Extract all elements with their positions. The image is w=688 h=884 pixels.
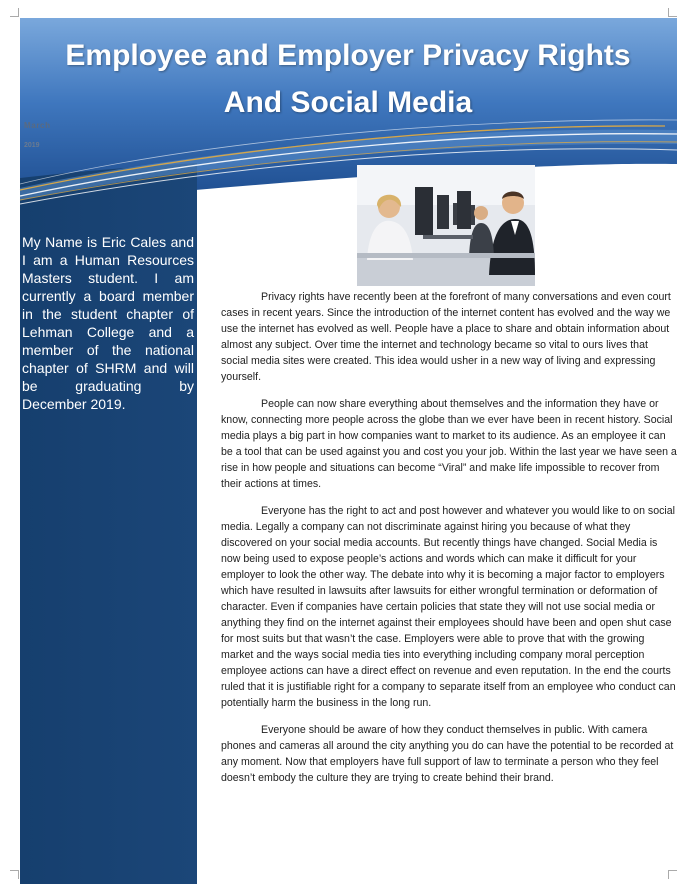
article-paragraph: Everyone has the right to act and post however and whatever you would like to on social media. Legally a company can not discriminate against hiring you because of what they discovered on your social media accounts. But recently things have changed. Social Media is now being used to expose people’s actions and words which can make it difficult for your employer to look the other way. The debate into why it is becoming a major factor to employers which have resulted in lawsuits after lawsuits for either wrongful termination or deformation of character. Even if companies have certain policies that state they will not use social media or anything they find on the internet against their employees should have been and open shut case for most suits but that wasn’t the case. Employers were able to prove that with the growing market and the ways social media ties into everything including company moral perception employee actions can have a direct effect on revenue and even reputation. In the end the courts ruled that it is justifiable right for a company to separate itself from an employee who conduct can potentially harm the business in the long run. [221,505,676,709]
title-line-1: Employee and Employer Privacy Rights [65,39,631,72]
article-body [221,289,677,797]
article-paragraph: People can now share everything about themselves and the information they have or know, connecting more people across the globe than we ever have been in recent history. Social media plays a big part in how companies want to market to its audience. As an employee it can be a tool that can be used against you and cost you your job. Within the last year we have seen a rise in how people and situations can become “Viral” and make life impossible to recover from their actions at times. [221,398,677,490]
author-bio: My Name is Eric Cales and I am a Human Resources Masters student. I am currently a board member in the student chapter of Lehman College and a member of the national chapter of SHRM and will be graduating by December 2019. [22,234,194,412]
newsletter-title [20,32,676,126]
issue-month: March [24,121,51,130]
issue-year: 2019 [24,142,40,149]
title-line-2: And Social Media [223,86,473,119]
article-paragraph: Privacy rights have recently been at the forefront of many conversations and even court cases in recent years. Since the introduction of the internet content has evolved and the way we use the internet has evolved as well. People have a place to share and obtain information about almost any subject. Over time the internet and technology became so vital to ours lives that social media sites were created. This idea would usher in a new way of living and expressing yourself. [221,291,671,383]
article-paragraph: Everyone should be aware of how they conduct themselves in public. With camera phones and cameras all around the city anything you do can have the potential to be recorded at any moment. Now that employers have full support of law to terminate a person who they feel doesn’t embody the culture they are trying to create behind their brand. [221,724,674,784]
office-computers-photo [357,165,535,286]
